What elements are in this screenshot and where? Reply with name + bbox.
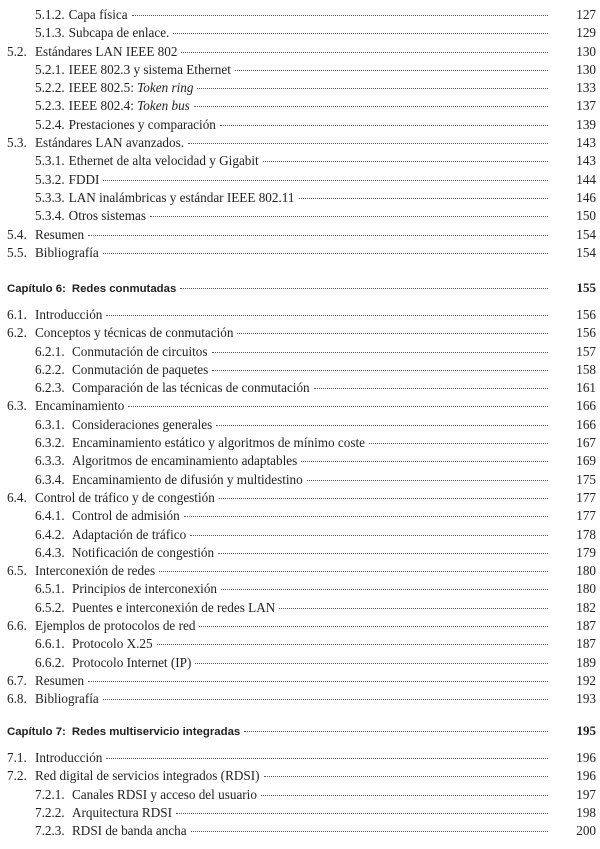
entry-title-text: IEEE 802.4:	[68, 98, 138, 114]
entry-page-number: 154	[576, 244, 596, 260]
entry-title	[69, 62, 231, 78]
toc-entry[interactable]	[0, 490, 600, 508]
entry-title	[35, 325, 233, 341]
entry-number: 6.3.2.	[35, 435, 65, 451]
toc-entry[interactable]	[0, 581, 600, 599]
entry-title-text: Otros sistemas	[68, 208, 146, 224]
toc-entry[interactable]	[0, 208, 600, 226]
dot-leader	[218, 553, 548, 554]
toc-entry[interactable]	[0, 618, 600, 636]
entry-number: 5.3.4.	[35, 208, 65, 224]
entry-title	[69, 208, 146, 224]
dot-leader	[180, 288, 548, 289]
dot-leader	[191, 831, 548, 832]
toc-entry[interactable]	[0, 135, 600, 153]
entry-title	[72, 805, 172, 821]
dot-leader	[263, 161, 548, 162]
entry-title-text: Encaminamiento	[35, 398, 125, 414]
entry-number: 6.6.2.	[35, 654, 65, 670]
entry-page-number: 156	[576, 325, 596, 341]
entry-page-number: 169	[576, 453, 596, 469]
toc-entry[interactable]	[0, 398, 600, 416]
dot-leader	[194, 106, 548, 107]
dot-leader	[299, 198, 549, 199]
entry-number: 5.2.4.	[35, 116, 65, 132]
entry-title-text: Introducción	[35, 307, 103, 322]
entry-title	[72, 417, 212, 433]
toc-entry[interactable]	[0, 153, 600, 171]
entry-title-text: Protocolo X.25	[72, 636, 153, 652]
toc-entry[interactable]	[0, 325, 600, 343]
entry-number: 6.3.	[7, 398, 27, 414]
dot-leader	[181, 52, 548, 53]
dot-leader	[103, 253, 548, 254]
entry-title	[72, 472, 303, 488]
dot-leader	[103, 180, 548, 181]
entry-page-number: 177	[576, 508, 596, 524]
entry-page-number: 189	[576, 654, 596, 670]
entry-number: 5.2.3.	[35, 98, 65, 114]
dot-leader	[197, 88, 548, 89]
toc-entry[interactable]	[0, 307, 600, 325]
entry-number: 6.6.1.	[35, 636, 65, 652]
entry-title	[35, 44, 177, 60]
entry-page-number: 193	[576, 691, 596, 707]
entry-title-text: Control de admisión	[72, 508, 180, 524]
dot-leader	[128, 406, 548, 407]
toc-entry[interactable]	[0, 435, 600, 453]
entry-number: 6.2.2.	[35, 361, 65, 377]
toc-entry[interactable]	[0, 787, 600, 805]
toc-entry[interactable]	[0, 80, 600, 98]
entry-title	[69, 190, 295, 206]
entry-title-text: Control de tráfico y de congestión	[35, 489, 215, 505]
chapter-number: Capítulo 7:	[7, 726, 66, 738]
entry-title-text: Principios de interconexión	[72, 581, 218, 597]
entry-title-text: Bibliografía	[35, 244, 99, 260]
entry-number: 5.2.2.	[35, 80, 65, 96]
entry-title	[72, 508, 180, 524]
chapter-title: Redes multiservicio integradas	[71, 726, 241, 738]
entry-page-number: 166	[576, 416, 596, 432]
entry-page-number: 146	[576, 189, 596, 205]
entry-number: 7.1.	[7, 750, 27, 765]
entry-page-number: 166	[576, 398, 596, 414]
entry-number: 6.8.	[7, 691, 27, 707]
entry-title-text: Notificación de congestión	[72, 544, 215, 560]
entry-number: 6.3.1.	[35, 416, 65, 432]
entry-number: 5.3.2.	[35, 171, 65, 187]
entry-page-number: 139	[576, 116, 596, 132]
entry-title	[69, 117, 216, 133]
entry-number: 6.5.2.	[35, 599, 65, 615]
dot-leader	[220, 125, 548, 126]
toc-entry[interactable]	[0, 44, 600, 62]
entry-title	[69, 153, 259, 169]
entry-title	[69, 7, 128, 23]
entry-title	[72, 527, 186, 543]
chapter-heading[interactable]	[0, 723, 600, 743]
entry-number: 6.4.1.	[35, 508, 65, 524]
entry-title	[72, 380, 310, 396]
dot-leader	[212, 370, 548, 371]
entry-title-italic: Token bus	[137, 98, 190, 114]
entry-number: 6.4.3.	[35, 544, 65, 560]
dot-leader	[244, 731, 548, 732]
entry-page-number: 177	[576, 489, 596, 505]
toc-section-chapter-5	[0, 7, 600, 263]
toc-entry[interactable]	[0, 190, 600, 208]
entry-page-number: 175	[576, 471, 596, 487]
dot-leader	[159, 571, 548, 572]
dot-leader	[221, 589, 548, 590]
entry-title	[72, 453, 297, 469]
entry-page-number: 196	[576, 750, 596, 765]
toc-entry[interactable]	[0, 545, 600, 563]
entry-title-text: Prestaciones y comparación	[68, 116, 216, 132]
toc-entry[interactable]	[0, 245, 600, 263]
dot-leader	[279, 608, 548, 609]
toc-entry[interactable]	[0, 508, 600, 526]
toc-entry[interactable]	[0, 750, 600, 768]
dot-leader	[314, 388, 548, 389]
toc-section-chapter-7	[0, 723, 600, 841]
entry-title-text: Consideraciones generales	[72, 416, 213, 432]
dot-leader	[235, 70, 548, 71]
entry-number: 7.2.2.	[35, 804, 65, 820]
entry-number: 5.5.	[7, 244, 27, 260]
dot-leader	[184, 516, 548, 517]
entry-number: 6.4.2.	[35, 526, 65, 542]
entry-title-text: Resumen	[35, 226, 85, 242]
chapter-title: Redes conmutadas	[71, 283, 177, 295]
chapter-number: Capítulo 6:	[7, 283, 66, 295]
entry-title	[72, 600, 275, 616]
toc-entry[interactable]	[0, 453, 600, 471]
chapter-page-number: 195	[576, 723, 596, 738]
entry-number: 6.6.	[7, 618, 27, 634]
entry-number: 7.2.1.	[35, 786, 65, 802]
entry-title-text: Canales RDSI y acceso del usuario	[72, 786, 257, 802]
entry-title	[35, 490, 215, 506]
entry-title	[72, 636, 153, 652]
dot-leader	[173, 33, 548, 34]
entry-number: 6.3.4.	[35, 471, 65, 487]
chapter-page-number: 155	[576, 280, 596, 295]
entry-number: 6.1.	[7, 307, 27, 322]
entry-title-text: Introducción	[35, 750, 103, 765]
entry-title-text: Ethernet de alta velocidad y Gigabit	[68, 153, 259, 169]
entry-number: 5.3.3.	[35, 189, 65, 205]
entry-page-number: 200	[576, 823, 596, 839]
dot-leader	[212, 352, 548, 353]
entry-page-number: 192	[576, 672, 596, 688]
entry-title-text: Puentes e interconexión de redes LAN	[72, 599, 276, 615]
toc-entry[interactable]	[0, 655, 600, 673]
entry-page-number: 130	[576, 43, 596, 59]
entry-page-number: 196	[576, 768, 596, 784]
entry-title-text: Ejemplos de protocolos de red	[35, 618, 196, 634]
entry-page-number: 133	[576, 80, 596, 96]
dot-leader	[103, 699, 548, 700]
toc-entry[interactable]	[0, 117, 600, 135]
toc-entry[interactable]	[0, 417, 600, 435]
entry-title	[35, 768, 260, 784]
entry-title-text: Conmutación de circuitos	[72, 343, 208, 359]
entry-title	[35, 135, 184, 151]
entry-number: 5.2.1.	[35, 61, 65, 77]
entry-title-text: Bibliografía	[35, 691, 99, 707]
entry-title-text: Encaminamiento estático y algoritmos de mínimo coste	[72, 435, 365, 451]
entry-number: 6.3.3.	[35, 453, 65, 469]
dot-leader	[264, 776, 548, 777]
entry-number: 5.2.	[7, 43, 27, 59]
entry-number: 7.2.	[7, 768, 27, 784]
entry-page-number: 182	[576, 599, 596, 615]
dot-leader	[307, 480, 548, 481]
entry-number: 5.3.1.	[35, 153, 65, 169]
entry-title	[72, 344, 208, 360]
entry-title-text: Estándares LAN avanzados.	[35, 135, 185, 151]
entry-page-number: 156	[576, 307, 596, 322]
entry-page-number: 150	[576, 208, 596, 224]
entry-page-number: 187	[576, 618, 596, 634]
entry-title-text: Arquitectura RDSI	[72, 804, 172, 820]
toc-entry[interactable]	[0, 691, 600, 709]
toc-section-chapter-6	[0, 280, 600, 710]
toc-entry[interactable]	[0, 636, 600, 654]
entry-title	[69, 80, 194, 96]
entry-title	[72, 362, 208, 378]
entry-title-text: FDDI	[68, 171, 100, 187]
entry-title	[72, 581, 217, 597]
entry-page-number: 127	[576, 7, 596, 22]
entry-title	[69, 172, 100, 188]
entry-page-number: 143	[576, 135, 596, 151]
toc-entry[interactable]	[0, 344, 600, 362]
dot-leader	[88, 235, 548, 236]
entry-title	[35, 750, 102, 766]
entry-number: 5.3.	[7, 135, 27, 151]
entry-title-text: Capa física	[68, 7, 128, 22]
dot-leader	[199, 626, 548, 627]
entry-title-text: Protocolo Internet (IP)	[72, 654, 192, 670]
entry-title	[72, 545, 214, 561]
entry-page-number: 154	[576, 226, 596, 242]
entry-title-text: Interconexión de redes	[35, 563, 156, 579]
entry-page-number: 180	[576, 563, 596, 579]
entry-title	[35, 618, 195, 634]
dot-leader	[237, 333, 548, 334]
entry-page-number: 144	[576, 171, 596, 187]
entry-title-italic: Token ring	[137, 80, 194, 96]
entry-title	[69, 98, 190, 114]
entry-title	[72, 823, 187, 839]
dot-leader	[195, 663, 548, 664]
entry-title	[35, 691, 99, 707]
toc-entry[interactable]	[0, 227, 600, 245]
entry-title	[35, 245, 99, 261]
entry-title-text: Red digital de servicios integrados (RDSI)	[35, 768, 260, 784]
dot-leader	[150, 216, 548, 217]
entry-page-number: 161	[576, 380, 596, 396]
entry-title-text: Algoritmos de encaminamiento adaptables	[72, 453, 298, 469]
entry-title-text: Estándares LAN IEEE 802	[35, 43, 178, 59]
entry-number: 5.1.2.	[35, 7, 65, 22]
entry-title	[72, 435, 365, 451]
entry-title-text: Resumen	[35, 672, 85, 688]
dot-leader	[188, 143, 548, 144]
toc-entry[interactable]	[0, 768, 600, 786]
entry-number: 6.2.	[7, 325, 27, 341]
toc-entry[interactable]	[0, 172, 600, 190]
dot-leader	[88, 681, 548, 682]
entry-page-number: 129	[576, 25, 596, 41]
entry-page-number: 157	[576, 343, 596, 359]
entry-number: 6.4.	[7, 489, 27, 505]
entry-title-text: Encaminamiento de difusión y multidestino	[72, 471, 303, 487]
entry-title-text: RDSI de banda ancha	[72, 823, 187, 839]
entry-title	[35, 673, 84, 689]
dot-leader	[132, 15, 548, 16]
toc-entry[interactable]	[0, 362, 600, 380]
chapter-heading[interactable]	[0, 280, 600, 300]
entry-title-text: IEEE 802.5:	[68, 80, 138, 96]
toc-entry[interactable]	[0, 805, 600, 823]
dot-leader	[176, 813, 548, 814]
entry-title	[35, 398, 124, 414]
entry-page-number: 167	[576, 435, 596, 451]
toc-entry[interactable]	[0, 472, 600, 490]
toc-entry[interactable]	[0, 62, 600, 80]
entry-number: 5.4.	[7, 226, 27, 242]
entry-title-text: Conceptos y técnicas de conmutación	[35, 325, 234, 341]
dot-leader	[190, 535, 548, 536]
entry-page-number: 143	[576, 153, 596, 169]
entry-number: 5.1.3.	[35, 25, 65, 41]
entry-page-number: 130	[576, 61, 596, 77]
entry-title	[72, 787, 257, 803]
entry-title-text: Subcapa de enlace.	[68, 25, 170, 41]
entry-title	[35, 563, 155, 579]
entry-title-text: LAN inalámbricas y estándar IEEE 802.11	[68, 189, 295, 205]
entry-page-number: 179	[576, 544, 596, 560]
toc-entry[interactable]	[0, 600, 600, 618]
toc-entry[interactable]	[0, 25, 600, 43]
entry-page-number: 158	[576, 361, 596, 377]
entry-title	[35, 307, 102, 323]
toc-entry[interactable]	[0, 98, 600, 116]
entry-number: 6.7.	[7, 672, 27, 688]
entry-page-number: 137	[576, 98, 596, 114]
entry-title-text: IEEE 802.3 y sistema Ethernet	[68, 61, 231, 77]
entry-page-number: 187	[576, 636, 596, 652]
entry-title-text: Comparación de las técnicas de conmutación	[72, 380, 310, 396]
dot-leader	[157, 644, 548, 645]
toc-entry[interactable]	[0, 563, 600, 581]
dot-leader	[369, 443, 548, 444]
entry-page-number: 198	[576, 804, 596, 820]
entry-number: 6.5.1.	[35, 581, 65, 597]
entry-title	[72, 655, 191, 671]
toc-entry[interactable]	[0, 527, 600, 545]
entry-page-number: 197	[576, 786, 596, 802]
dot-leader	[106, 315, 548, 316]
entry-number: 7.2.3.	[35, 823, 65, 839]
entry-number: 6.5.	[7, 563, 27, 579]
dot-leader	[219, 498, 548, 499]
dot-leader	[106, 758, 548, 759]
dot-leader	[261, 795, 548, 796]
entry-title-text: Adaptación de tráfico	[72, 526, 187, 542]
entry-title	[69, 25, 170, 41]
entry-page-number: 178	[576, 526, 596, 542]
toc-entry[interactable]	[0, 7, 600, 25]
toc-entry[interactable]	[0, 380, 600, 398]
toc-entry[interactable]	[0, 673, 600, 691]
entry-title	[35, 227, 84, 243]
entry-number: 6.2.3.	[35, 380, 65, 396]
dot-leader	[301, 461, 548, 462]
entry-page-number: 180	[576, 581, 596, 597]
entry-number: 6.2.1.	[35, 343, 65, 359]
entry-title-text: Conmutación de paquetes	[72, 361, 209, 377]
toc-entry[interactable]	[0, 823, 600, 841]
dot-leader	[216, 425, 548, 426]
